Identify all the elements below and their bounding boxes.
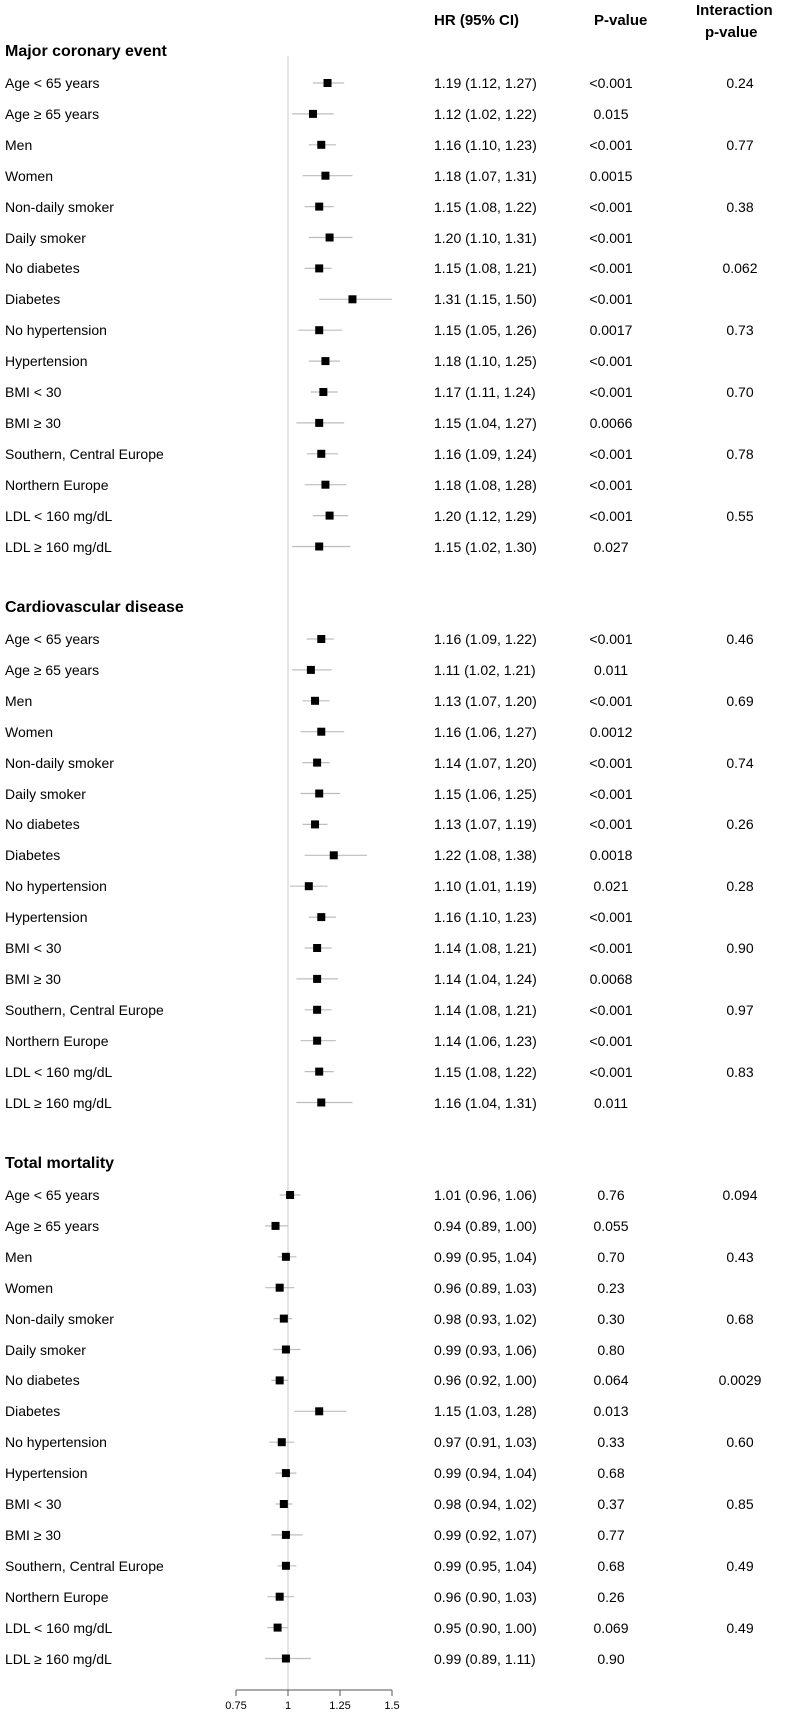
row-hr-ci: 1.20 (1.10, 1.31) (434, 229, 537, 246)
section-title: Cardiovascular disease (5, 599, 184, 616)
hr-point (315, 203, 323, 211)
row-p-value: <0.001 (589, 1063, 633, 1080)
row-label: Hypertension (5, 1465, 88, 1482)
row-label: Hypertension (5, 909, 88, 926)
row-hr-ci: 1.20 (1.12, 1.29) (434, 507, 537, 524)
row-label: Age < 65 years (5, 631, 100, 647)
x-tick-label: 1.5 (384, 1700, 400, 1712)
hr-point (282, 1346, 290, 1354)
row-p-value: <0.001 (589, 692, 633, 709)
hr-point (321, 357, 329, 365)
hr-point (274, 1624, 282, 1632)
row-hr-ci: 1.15 (1.08, 1.21) (434, 260, 537, 277)
row-hr-ci: 0.95 (0.90, 1.00) (434, 1619, 537, 1636)
row-p-value: 0.0018 (589, 847, 633, 864)
row-label: Non-daily smoker (5, 754, 114, 771)
row-label: Diabetes (5, 1403, 61, 1420)
row-hr-ci: 1.16 (1.04, 1.31) (434, 1094, 537, 1111)
row-p-value: 0.015 (593, 105, 629, 122)
row-interaction-p: 0.78 (726, 445, 754, 462)
hr-point (315, 264, 323, 272)
row-hr-ci: 0.99 (0.94, 1.04) (434, 1465, 537, 1482)
row-interaction-p: 0.43 (726, 1248, 754, 1265)
hr-point (330, 851, 338, 859)
row-label: BMI ≥ 30 (5, 970, 61, 987)
hr-point (286, 1191, 294, 1199)
row-hr-ci: 0.97 (0.91, 1.03) (434, 1434, 537, 1451)
row-p-value: 0.26 (597, 1588, 625, 1605)
row-p-value: <0.001 (589, 353, 633, 370)
row-label: LDL < 160 mg/dL (5, 1063, 113, 1080)
row-hr-ci: 1.17 (1.11, 1.24) (434, 384, 536, 400)
row-hr-ci: 1.18 (1.08, 1.28) (434, 476, 537, 493)
row-hr-ci: 1.14 (1.06, 1.23) (434, 1032, 537, 1049)
hr-point (313, 759, 321, 767)
row-label: Women (5, 1279, 53, 1296)
hr-point (276, 1593, 284, 1601)
row-p-value: <0.001 (589, 631, 633, 647)
row-p-value: 0.80 (597, 1341, 625, 1358)
row-label: No diabetes (5, 1372, 80, 1389)
row-label: BMI ≥ 30 (5, 414, 61, 431)
row-label: LDL ≥ 160 mg/dL (5, 1650, 112, 1667)
hr-point (317, 450, 325, 458)
hr-point (319, 388, 327, 396)
row-label: Age ≥ 65 years (5, 105, 100, 122)
hr-point (309, 110, 317, 118)
row-interaction-p: 0.70 (726, 384, 754, 400)
row-label: No diabetes (5, 260, 80, 277)
row-hr-ci: 0.96 (0.89, 1.03) (434, 1279, 537, 1296)
row-label: Women (5, 723, 53, 740)
row-hr-ci: 1.16 (1.10, 1.23) (434, 136, 537, 153)
row-p-value: <0.001 (589, 384, 633, 400)
interaction-column-header-line1: Interaction (696, 2, 773, 19)
row-hr-ci: 1.15 (1.04, 1.27) (434, 414, 537, 431)
row-p-value: 0.0015 (589, 167, 633, 184)
row-p-value: <0.001 (589, 291, 633, 308)
row-p-value: 0.055 (593, 1217, 629, 1234)
row-hr-ci: 1.14 (1.08, 1.21) (434, 1001, 537, 1018)
row-label: No hypertension (5, 1434, 107, 1451)
row-hr-ci: 1.15 (1.05, 1.26) (434, 322, 537, 339)
row-p-value: <0.001 (589, 229, 633, 246)
row-interaction-p: 0.55 (726, 507, 754, 524)
row-label: Northern Europe (5, 1032, 109, 1049)
row-p-value: <0.001 (589, 136, 633, 153)
hr-point (276, 1376, 284, 1384)
row-label: LDL ≥ 160 mg/dL (5, 1094, 112, 1111)
row-p-value: 0.70 (597, 1248, 625, 1265)
hr-point (278, 1438, 286, 1446)
row-hr-ci: 1.15 (1.08, 1.22) (434, 198, 537, 215)
row-hr-ci: 0.96 (0.90, 1.03) (434, 1588, 537, 1605)
hr-point (313, 1037, 321, 1045)
row-hr-ci: 0.98 (0.94, 1.02) (434, 1496, 537, 1512)
row-p-value: <0.001 (589, 909, 633, 926)
row-hr-ci: 1.15 (1.06, 1.25) (434, 785, 537, 802)
row-label: Age < 65 years (5, 75, 100, 91)
row-hr-ci: 0.96 (0.92, 1.00) (434, 1372, 537, 1389)
row-p-value: 0.064 (593, 1372, 629, 1389)
row-hr-ci: 0.99 (0.89, 1.11) (434, 1650, 536, 1667)
row-label: Daily smoker (5, 1341, 86, 1358)
row-label: Age ≥ 65 years (5, 661, 100, 678)
hr-point (324, 79, 332, 87)
row-hr-ci: 0.94 (0.89, 1.00) (434, 1217, 537, 1234)
row-label: Age < 65 years (5, 1187, 100, 1203)
row-hr-ci: 1.16 (1.10, 1.23) (434, 909, 537, 926)
row-hr-ci: 1.13 (1.07, 1.19) (434, 816, 537, 833)
row-p-value: 0.76 (597, 1187, 625, 1203)
hr-point (348, 295, 356, 303)
hr-point (315, 326, 323, 334)
row-label: Diabetes (5, 291, 61, 308)
section-title: Major coronary event (5, 43, 167, 60)
row-p-value: <0.001 (589, 75, 633, 91)
row-label: Southern, Central Europe (5, 1001, 164, 1018)
row-p-value: <0.001 (589, 785, 633, 802)
row-hr-ci: 0.98 (0.93, 1.02) (434, 1310, 537, 1327)
row-label: Diabetes (5, 847, 61, 864)
row-p-value: 0.30 (597, 1310, 625, 1327)
row-interaction-p: 0.74 (726, 754, 754, 771)
hr-point (305, 882, 313, 890)
row-hr-ci: 1.01 (0.96, 1.06) (434, 1187, 537, 1203)
row-hr-ci: 0.99 (0.93, 1.06) (434, 1341, 537, 1358)
row-label: LDL ≥ 160 mg/dL (5, 538, 112, 555)
row-label: Southern, Central Europe (5, 1557, 164, 1574)
row-p-value: <0.001 (589, 198, 633, 215)
hr-point (280, 1315, 288, 1323)
row-interaction-p: 0.97 (726, 1001, 754, 1018)
row-p-value: <0.001 (589, 445, 633, 462)
row-label: No hypertension (5, 878, 107, 895)
hr-point (317, 635, 325, 643)
row-interaction-p: 0.85 (726, 1496, 754, 1512)
row-p-value: 0.0068 (589, 970, 633, 987)
row-hr-ci: 1.15 (1.08, 1.22) (434, 1063, 537, 1080)
row-interaction-p: 0.77 (726, 136, 754, 153)
hr-point (282, 1469, 290, 1477)
row-label: Men (5, 136, 33, 153)
row-hr-ci: 1.11 (1.02, 1.21) (434, 661, 536, 678)
row-label: BMI < 30 (5, 940, 62, 956)
hr-point (313, 1006, 321, 1014)
hr-point (311, 820, 319, 828)
row-label: Daily smoker (5, 785, 86, 802)
row-interaction-p: 0.26 (726, 816, 754, 833)
row-interaction-p: 0.49 (726, 1557, 754, 1574)
x-tick-label: 1.25 (329, 1700, 351, 1712)
row-hr-ci: 0.99 (0.92, 1.07) (434, 1526, 537, 1543)
hr-point (317, 913, 325, 921)
row-interaction-p: 0.46 (726, 631, 754, 647)
row-label: Men (5, 1248, 33, 1265)
hr-point (282, 1562, 290, 1570)
row-interaction-p: 0.83 (726, 1063, 754, 1080)
hr-point (326, 234, 334, 242)
hr-point (315, 790, 323, 798)
row-hr-ci: 1.13 (1.07, 1.20) (434, 692, 537, 709)
hr-point (315, 1068, 323, 1076)
hr-point (315, 543, 323, 551)
row-p-value: 0.68 (597, 1557, 625, 1574)
hr-point (317, 728, 325, 736)
row-p-value: 0.77 (597, 1526, 625, 1543)
row-p-value: 0.23 (597, 1279, 625, 1296)
row-hr-ci: 1.12 (1.02, 1.22) (434, 105, 537, 122)
row-p-value: <0.001 (589, 507, 633, 524)
row-hr-ci: 1.15 (1.03, 1.28) (434, 1403, 537, 1420)
row-p-value: 0.68 (597, 1465, 625, 1482)
row-interaction-p: 0.0029 (718, 1372, 762, 1389)
hr-point (321, 172, 329, 180)
hr-point (313, 975, 321, 983)
row-label: Men (5, 692, 33, 709)
row-p-value: 0.90 (597, 1650, 625, 1667)
row-label: Non-daily smoker (5, 1310, 114, 1327)
row-p-value: 0.013 (593, 1403, 629, 1420)
hr-point (282, 1253, 290, 1261)
row-hr-ci: 1.14 (1.08, 1.21) (434, 940, 537, 956)
hr-point (326, 512, 334, 520)
hr-point (315, 1407, 323, 1415)
hr-point (276, 1284, 284, 1292)
row-hr-ci: 0.99 (0.95, 1.04) (434, 1248, 537, 1265)
row-p-value: 0.011 (594, 661, 628, 678)
row-p-value: 0.0066 (589, 414, 633, 431)
row-interaction-p: 0.69 (726, 692, 754, 709)
row-label: Northern Europe (5, 1588, 109, 1605)
row-hr-ci: 1.18 (1.10, 1.25) (434, 353, 537, 370)
row-interaction-p: 0.90 (726, 940, 754, 956)
row-interaction-p: 0.73 (726, 322, 754, 339)
row-p-value: <0.001 (589, 260, 633, 277)
row-p-value: 0.011 (594, 1094, 628, 1111)
row-hr-ci: 1.16 (1.09, 1.24) (434, 445, 537, 462)
interaction-column-header-line2: p-value (705, 24, 758, 41)
row-hr-ci: 1.10 (1.01, 1.19) (434, 878, 537, 895)
row-label: BMI < 30 (5, 384, 62, 400)
hr-point (280, 1500, 288, 1508)
hr-point (282, 1531, 290, 1539)
row-p-value: 0.33 (597, 1434, 625, 1451)
row-hr-ci: 1.18 (1.07, 1.31) (434, 167, 537, 184)
row-hr-ci: 1.16 (1.09, 1.22) (434, 631, 537, 647)
hr-point (313, 944, 321, 952)
hr-point (272, 1222, 280, 1230)
row-label: No diabetes (5, 816, 80, 833)
row-label: LDL < 160 mg/dL (5, 1619, 113, 1636)
row-label: Women (5, 167, 53, 184)
row-p-value: 0.027 (593, 538, 629, 555)
hr-point (282, 1655, 290, 1663)
row-label: Non-daily smoker (5, 198, 114, 215)
row-p-value: <0.001 (589, 754, 633, 771)
hr-point (315, 419, 323, 427)
row-label: BMI ≥ 30 (5, 1526, 61, 1543)
hr-point (317, 1099, 325, 1107)
hr-column-header: HR (95% CI) (434, 12, 520, 29)
row-p-value: 0.069 (593, 1619, 629, 1636)
x-tick-label: 1 (284, 1700, 292, 1712)
row-label: Age ≥ 65 years (5, 1217, 100, 1234)
row-interaction-p: 0.38 (726, 198, 754, 215)
row-hr-ci: 1.22 (1.08, 1.38) (434, 847, 537, 864)
row-label: Southern, Central Europe (5, 445, 164, 462)
row-p-value: 0.0017 (589, 322, 633, 339)
row-hr-ci: 1.31 (1.15, 1.50) (434, 291, 537, 308)
row-p-value: <0.001 (589, 1001, 633, 1018)
hr-point (307, 666, 315, 674)
row-p-value: <0.001 (589, 816, 633, 833)
row-hr-ci: 1.14 (1.07, 1.20) (434, 754, 537, 771)
row-hr-ci: 1.19 (1.12, 1.27) (434, 75, 537, 91)
row-hr-ci: 1.16 (1.06, 1.27) (434, 723, 537, 740)
row-label: LDL < 160 mg/dL (5, 507, 113, 524)
row-interaction-p: 0.60 (726, 1434, 754, 1451)
row-interaction-p: 0.49 (726, 1619, 754, 1636)
section-title: Total mortality (5, 1155, 115, 1172)
hr-point (321, 481, 329, 489)
row-label: Northern Europe (5, 476, 109, 493)
row-p-value: <0.001 (589, 940, 633, 956)
p-value-column-header: P-value (594, 12, 648, 29)
row-label: Daily smoker (5, 229, 86, 246)
row-p-value: 0.021 (593, 878, 629, 895)
row-p-value: <0.001 (589, 476, 633, 493)
row-p-value: 0.0012 (589, 723, 633, 740)
hr-point (311, 697, 319, 705)
row-label: No hypertension (5, 322, 107, 339)
row-hr-ci: 1.14 (1.04, 1.24) (434, 970, 537, 987)
hr-point (317, 141, 325, 149)
row-interaction-p: 0.28 (726, 878, 754, 895)
row-interaction-p: 0.094 (722, 1187, 758, 1203)
row-interaction-p: 0.062 (722, 260, 758, 277)
row-p-value: <0.001 (589, 1032, 633, 1049)
x-tick-label: 0.75 (225, 1700, 247, 1712)
row-hr-ci: 0.99 (0.95, 1.04) (434, 1557, 537, 1574)
row-interaction-p: 0.68 (726, 1310, 754, 1327)
row-p-value: 0.37 (597, 1496, 625, 1512)
row-label: Hypertension (5, 353, 88, 370)
row-hr-ci: 1.15 (1.02, 1.30) (434, 538, 537, 555)
row-label: BMI < 30 (5, 1496, 62, 1512)
row-interaction-p: 0.24 (726, 75, 754, 91)
